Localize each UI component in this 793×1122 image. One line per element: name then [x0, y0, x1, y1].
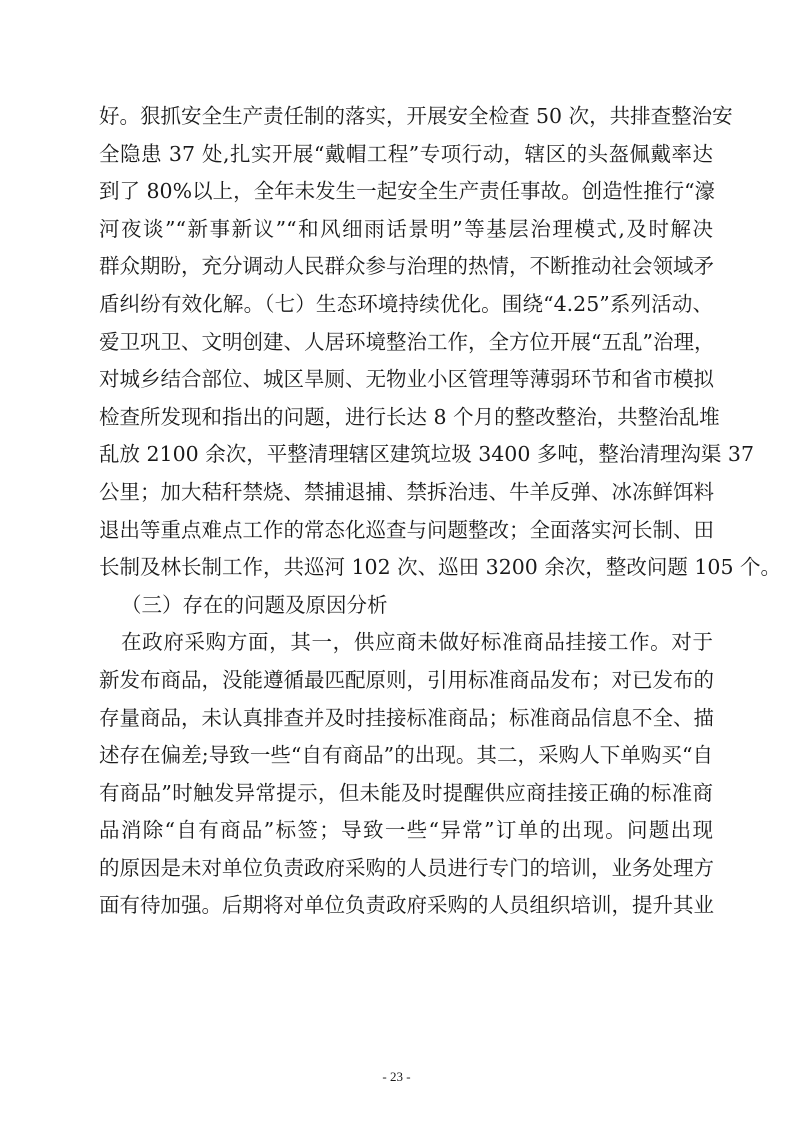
text-line: 述存在偏差;导致一些“自有商品”的出现。其二，采购人下单购买“自 — [99, 743, 713, 768]
text-line: 河夜谈”“新事新议”“和风细雨话景明”等基层治理模式,及时解决 — [99, 216, 713, 241]
text-line: 全隐患 37 处,扎实开展“戴帽工程”专项行动，辖区的头盔佩戴率达 — [99, 141, 713, 166]
section-heading: （三）存在的问题及原因分析 — [121, 592, 388, 617]
text-line: 公里；加大秸秆禁烧、禁捕退捕、禁拆治违、牛羊反弹、冰冻鲜饵料 — [99, 479, 714, 504]
text-line: 乱放 2100 余次，平整清理辖区建筑垃圾 3400 多吨，整治清理沟渠 37 — [99, 442, 755, 467]
text-line: 有商品”时触发异常提示，但未能及时提醒供应商挂接正确的标准商 — [99, 780, 713, 805]
text-line: 退出等重点难点工作的常态化巡查与问题整改；全面落实河长制、田 — [99, 517, 714, 542]
text-line: 新发布商品，没能遵循最匹配原则，引用标准商品发布；对已发布的 — [99, 667, 714, 692]
text-line: 对城乡结合部位、城区旱厕、无物业小区管理等薄弱环节和省市模拟 — [99, 367, 714, 392]
text-line: 的原因是未对单位负责政府采购的人员进行专门的培训，业务处理方 — [99, 855, 714, 880]
text-line: 到了 80%以上，全年未发生一起安全生产责任事故。创造性推行“濠 — [99, 179, 716, 204]
text-line: 存量商品，未认真排查并及时挂接标准商品；标准商品信息不全、描 — [99, 705, 714, 730]
text-line: 好。狠抓安全生产责任制的落实，开展安全检查 50 次，共排查整治安 — [99, 104, 733, 128]
text-line: 爱卫巩卫、文明创建、人居环境整治工作，全方位开展“五乱”治理， — [99, 329, 715, 354]
paragraph-continued — [99, 98, 782, 587]
page-number: - 23 - — [382, 1069, 411, 1084]
paragraph-procurement — [99, 624, 713, 925]
text-line: 品消除“自有商品”标签；导致一些“异常”订单的出现。问题出现 — [99, 818, 713, 843]
page-body — [99, 98, 782, 925]
text-line: 群众期盼，充分调动人民群众参与治理的热情，不断推动社会领域矛 — [99, 254, 714, 279]
text-line: 盾纠纷有效化解。（七）生态环境持续优化。围绕“4.25”系列活动、 — [99, 291, 713, 316]
text-line: 面有待加强。后期将对单位负责政府采购的人员组织培训，提升其业 — [99, 893, 714, 918]
text-line: 在政府采购方面，其一，供应商未做好标准商品挂接工作。对于 — [121, 630, 713, 655]
text-line: 检查所发现和指出的问题，进行长达 8 个月的整改整治，共整治乱堆 — [99, 404, 720, 429]
text-line: 长制及林长制工作，共巡河 102 次、巡田 3200 余次，整改问题 105 个。 — [99, 555, 782, 580]
